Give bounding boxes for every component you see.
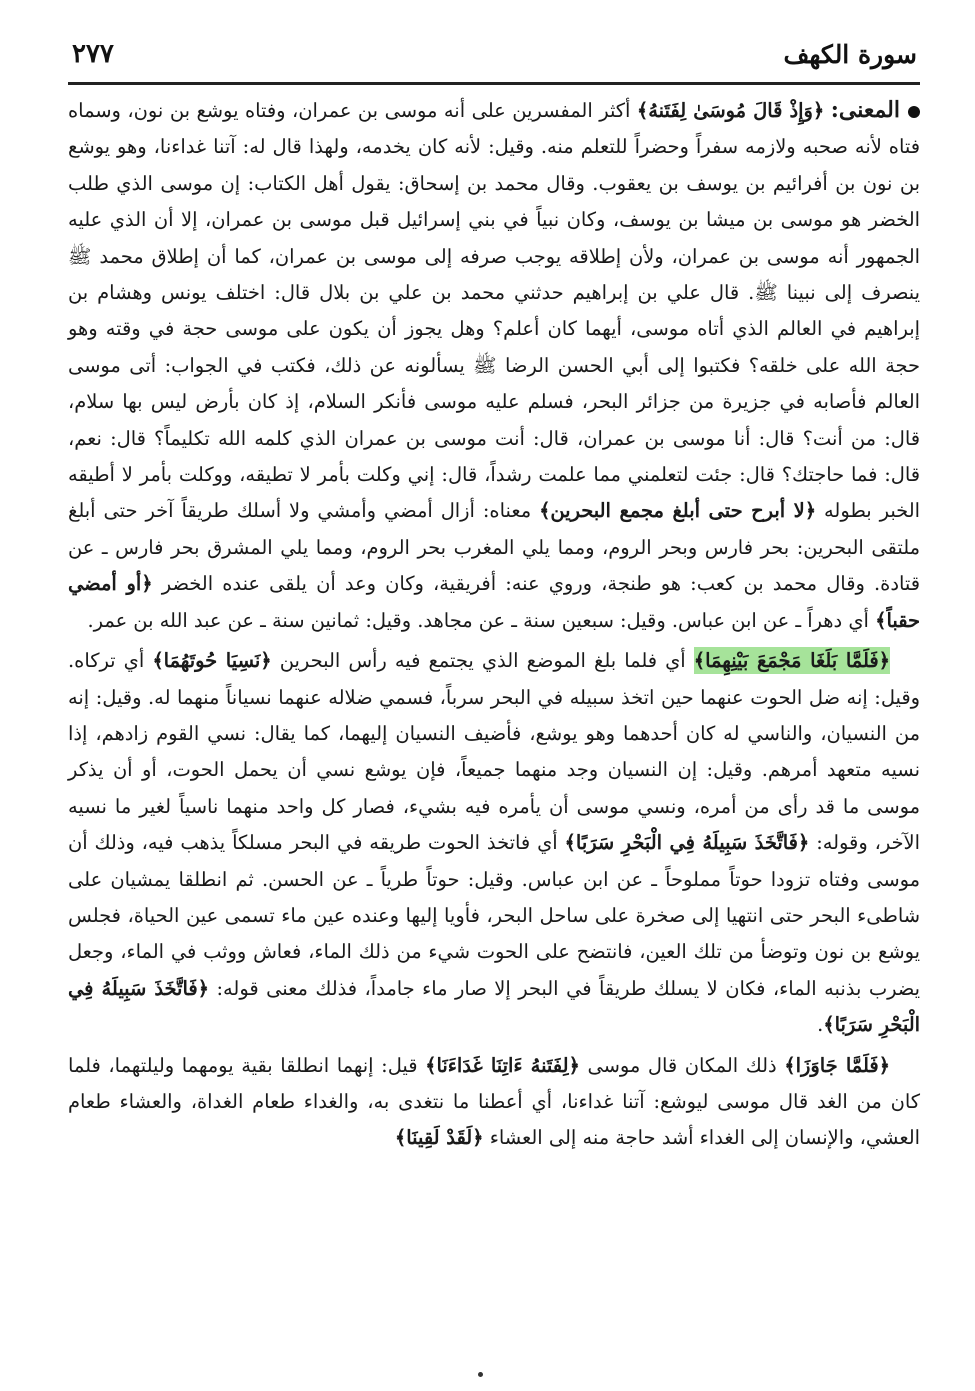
quran-verse: ﴿لِفَتَنهُ ءَاتِنَا غَدَاءَنَا﴾ <box>425 1053 580 1077</box>
quran-verse: ﴿فَاتَّخَذَ سَبِيلَهُ فِي الْبَحْرِ سَرَبًا﴾ <box>564 831 810 855</box>
quoted-phrase: ﴿لا أبرح حتى أبلغ مجمع البحرين﴾ <box>539 499 817 523</box>
surah-title: سورة الكهف <box>783 39 917 69</box>
page-body <box>68 92 920 1371</box>
quoted-phrase: ﴿أو أمضي حقباً﴾ <box>68 572 920 632</box>
paragraph-text: أي فلما بلغ الموضع الذي يجتمع فيه رأس البحرين <box>271 649 694 673</box>
highlighted-verse: ﴿فَلَمَّا بَلَغَا مَجْمَعَ بَيْنِهِمَا﴾ <box>693 649 891 673</box>
page-number: ٢٧٧ <box>72 39 114 69</box>
paragraph-2 <box>68 643 920 1043</box>
paragraph-text: أي دهراً ـ عن ابن عباس. وقيل: سبعين سنة ـ عن مجاهد. وقيل: ثمانين سنة ـ عن عبد الله بن عمر. <box>87 608 876 632</box>
paragraph-1 <box>68 92 920 639</box>
quran-verse: ﴿لَقَدْ لَقِينَا﴾ <box>394 1126 484 1150</box>
page-header <box>72 34 917 74</box>
paragraph-text: معناه: أزال أمضي وأمشي ولا أسلك طريقاً آخر حتى أبلغ ملتقى البحرين: بحر فارس وبحر الروم، ومما يلي المغرب بحر الروم، ومما يلي المشرق بحر فارس ـ عن قتادة. وقال محمد بن كعب: هو طنجة، وروي عنه: أفريقية، وكان وعد أن يلقى عنده الخضر <box>68 499 920 596</box>
footer-mark <box>478 1372 483 1377</box>
bullet-icon <box>908 106 920 118</box>
paragraph-text: ذلك المكان قال موسى <box>579 1053 785 1077</box>
paragraph-text: أي فاتخذ الحوت طريقه في البحر مسلكاً يذهب فيه، وذلك أن موسى وفتاه تزودا حوتاً مملوحاً ـ عن ابن عباس. وقيل: حوتاً طرياً ـ عن الحسن. ثم انطلقا يمشيان على شاطىء البحر حتى انتهيا إلى صخرة على ساحل البحر، فأويا إليها وعنده عين ماء تسمى عين الحياة، فجلس يوشع بن نون وتوضأ من تلك العين، فانتضح على الحوت شيء من ذلك الماء، فعاش ووثب في الماء، وجعل يضرب بذنبه الماء، فكان لا يسلك طريقاً في البحر إلا صار ماء جامداً، فذلك معنى قوله: <box>68 831 920 1000</box>
paragraph-text: . <box>817 1013 824 1037</box>
paragraph-text: أكثر المفسرين على أنه موسى بن عمران، وفتاه يوشع بن نون، وسماه فتاه لأنه صحبه ولازمه سفراً وحضراً للتعلم منه. وقيل: لأنه كان يخدمه، ولهذا قال له: آتنا غداءنا، وهو يوشع بن نون بن أفرائيم بن يوسف بن يعقوب. وقال محمد بن إسحاق: يقول أهل الكتاب: إن موسى الذي طلب الخضر هو موسى بن ميشا بن يوسف، وكان نبياً في بني إسرائيل قبل موسى بن عمران، إلا أن الذي عليه الجمهور أنه موسى بن عمران، ولأن إطلاقه يوجب صرفه إلى موسى بن عمران، كما أن إطلاق محمد ﷺ ينصرف إلى نبينا ﷺ. قال علي بن إبراهيم حدثني محمد بن علي بن بلال قال: اختلف يونس وهشام بن إبراهيم في العالم الذي أتاه موسى، أيهما كان أعلم؟ وهل يجوز أن يكون على موسى حجة في وقته وهو حجة الله على خلقه؟ فكتبوا إلى أبي الحسن الرضا ﷺ يسألونه عن ذلك، فكتب في الجواب: أتى موسى العالم فأصابه في جزيرة من جزائر البحر، فسلم عليه موسى فأنكر السلام، إذ كان بأرض ليس بها سلام، قال: من أنت؟ قال: أنا موسى بن عمران، قال: أنت موسى بن عمران الذي كلمه الله تكليماً؟ قال: نعم، قال: فما حاجتك؟ قال: جئت لتعلمني مما علمت رشداً، قال: إني وكلت بأمر لا تطيقه، ووكلت بأمر لا أطيقه الخبر بطوله <box>68 99 921 523</box>
paragraph-text: أي تركاه. وقيل: إنه ضل الحوت عنهما حين اتخذ سبيله في البحر سرباً، فسمي ضلاله عنهما نسياناً منهما له. وقيل: إنه من النسيان، والناسي له كان أحدهما وهو يوشع، فأضيف النسيان إليهما، كما يقال: نسي القوم زادهم، إذا نسيه متعهد أمرهم. وقيل: إن النسيان وجد منهما جميعاً، فإن يوشع نسي أن يحمل الحوت، أو أن يذكر موسى ما قد رأى من أمره، ونسي موسى أن يأمره فيه بشيء، فصار كل واحد منهما ناسياً لغير ما نسيه الآخر، وقوله: <box>68 649 920 855</box>
paragraph-3 <box>68 1048 920 1157</box>
header-divider <box>68 82 920 85</box>
quran-verse: ﴿فَاتَّخَذَ سَبِيلَهُ فِي الْبَحْرِ سَرَبًا﴾ <box>68 976 920 1037</box>
section-lead: المعنى: <box>830 97 900 123</box>
quran-verse: ﴿فَلَمَّا جَاوَزَا﴾ <box>784 1053 890 1077</box>
quran-verse: ﴿نَسِيَا حُوتَهُمَا﴾ <box>152 649 272 673</box>
quran-verse: ﴿وَإِذْ قَالَ مُوسَىٰ لِفَتَنهُ﴾ <box>636 99 825 122</box>
paragraph-text: قيل: إنهما انطلقا بقية يومهما وليلتهما، فلما كان من الغد قال موسى ليوشع: آتنا غداءنا، أي أعطنا ما نتغدى به، والغداء طعام الغداة، والعشاء طعام العشي، والإنسان إلى الغداء أشد حاجة منه إلى العشاء <box>68 1053 920 1150</box>
